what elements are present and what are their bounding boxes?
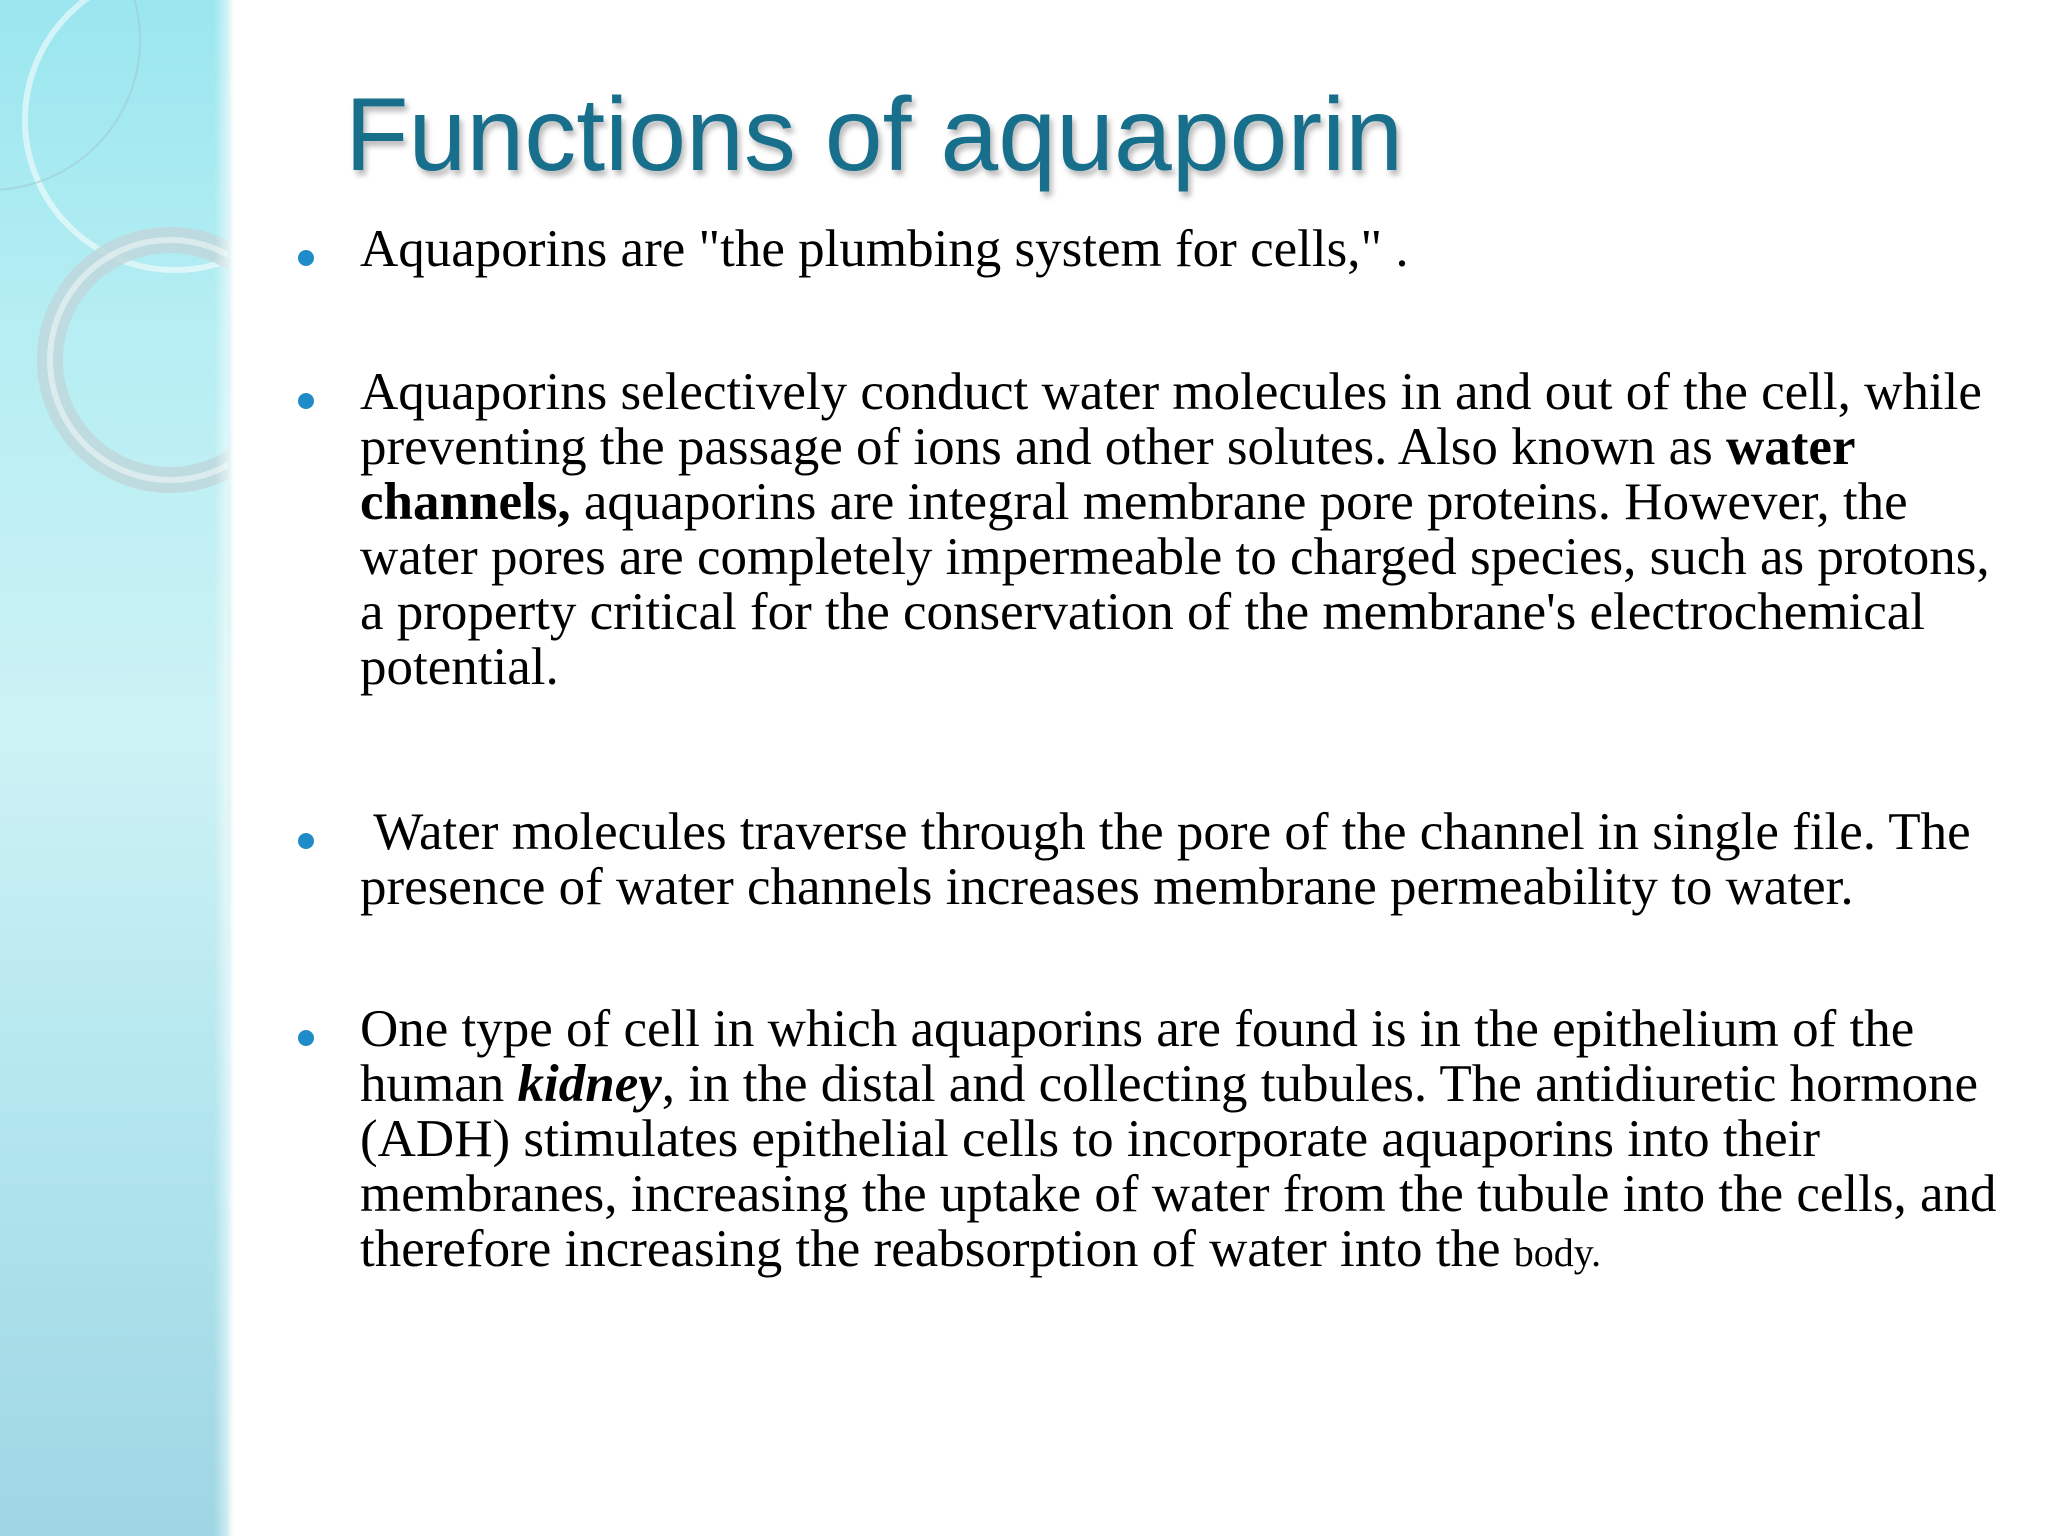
bullet-text: Aquaporins are "the plumbing system for cells," . [360, 220, 1409, 278]
bullet-item-3 [290, 805, 2010, 915]
bullet-text: Water molecules traverse through the pore of the channel in single file. The presence of water channels increases membrane permeability to water. [360, 803, 1984, 916]
bullet-dot-icon [298, 1030, 314, 1046]
bullet-dot-icon [298, 250, 314, 266]
bullet-text-continued: aquaporins are integral membrane pore proteins. However, the water pores are completely impermeable to charged species, such as protons, a property critical for the conservation of the membrane's electrochemical potential. [360, 473, 1990, 696]
bullet-item-1 [290, 222, 2010, 277]
bullet-dot-icon [298, 833, 314, 849]
decorative-side-band [0, 0, 228, 1536]
bullet-text: One type of cell in which aquaporins are found is in the epithelium of the human [360, 1000, 1915, 1113]
bold-term: water channels, [360, 418, 1855, 531]
decorative-rings [0, 0, 228, 520]
bullet-dot-icon [298, 393, 314, 409]
bold-italic-term: kidney [517, 1055, 662, 1113]
bullet-text: Aquaporins selectively conduct water molecules in and out of the cell, while preventing the passage of ions and other solutes. Also known as [360, 363, 1982, 476]
slide-title: Functions of aquaporin [345, 77, 1404, 193]
bullet-item-4 [290, 1002, 2010, 1280]
side-band-edge [228, 0, 234, 1536]
bullet-text-continued: , in the distal and collecting tubules. The antidiuretic hormone (ADH) stimulates epithelial cells to incorporate aquaporins into their membranes, increasing the uptake of water from the tubule into the cells, and therefore increasing the reabsorption of water into the [360, 1055, 1997, 1278]
bullet-item-2 [290, 365, 2010, 695]
bullet-text-small: body. [1513, 1230, 1602, 1275]
bullet-list [290, 222, 2010, 1280]
